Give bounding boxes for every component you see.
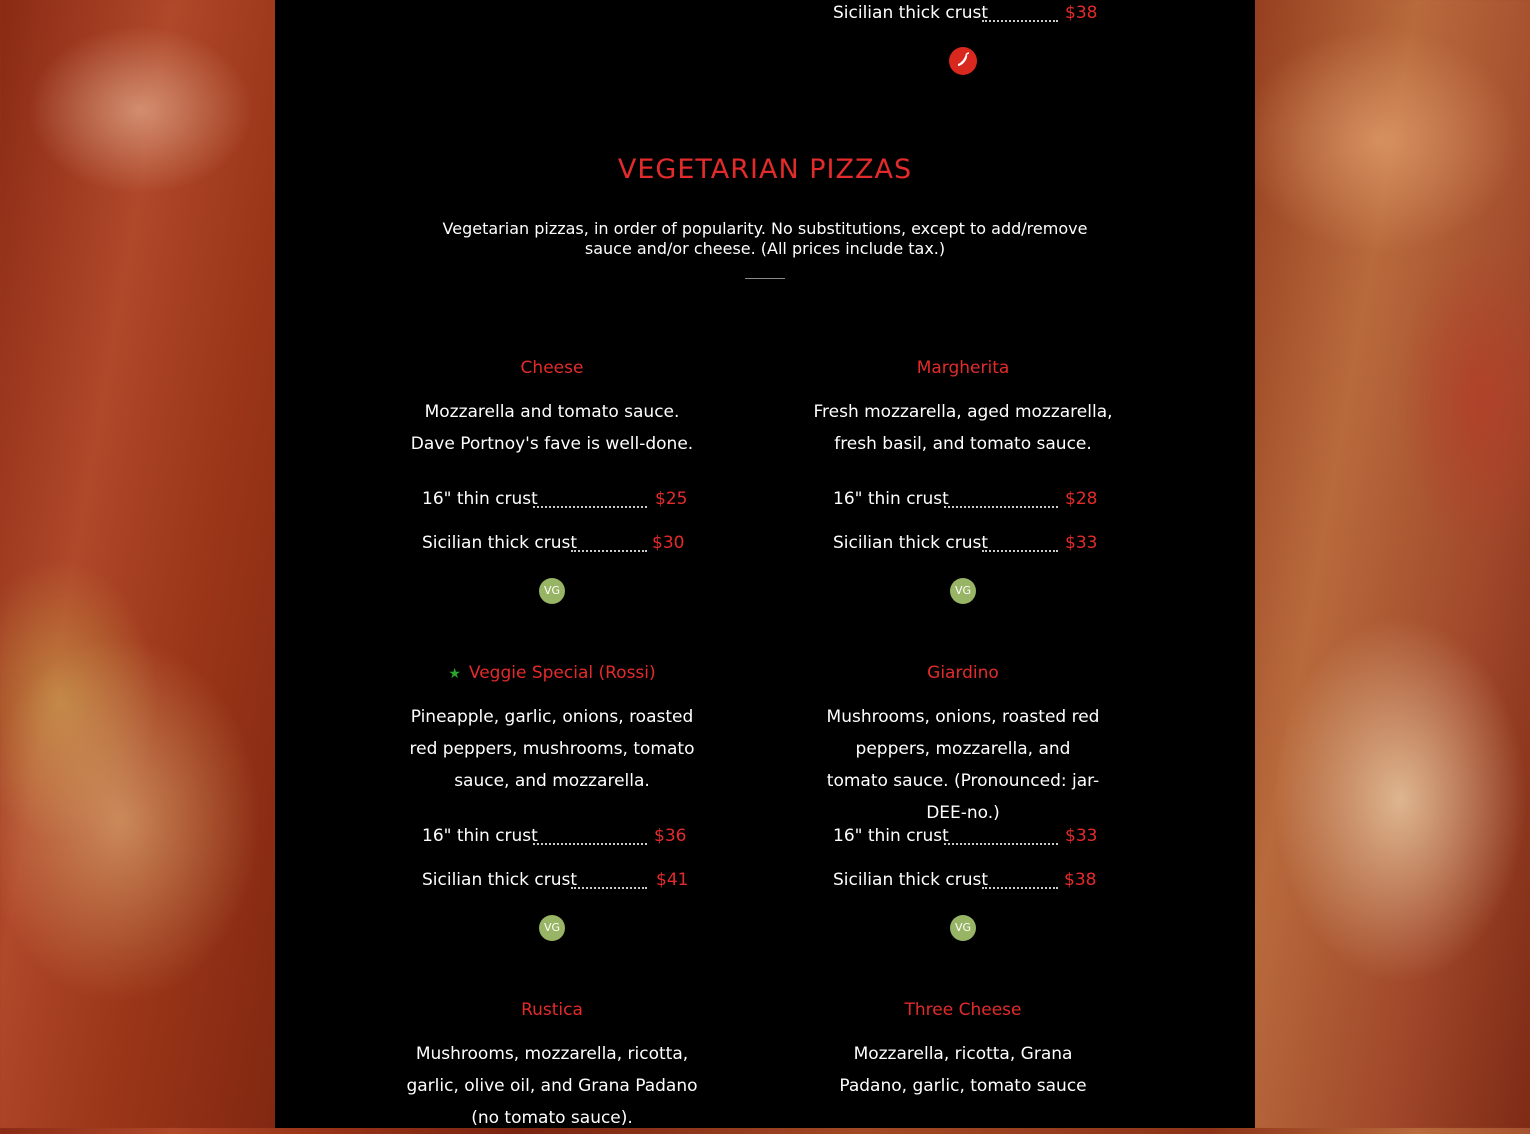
- size-label: 16" thin crust: [422, 489, 538, 509]
- item-title: Rustica: [521, 1000, 583, 1020]
- price: $41: [656, 870, 689, 890]
- size-label: Sicilian thick crust: [833, 870, 989, 890]
- price-leader: [982, 550, 1058, 552]
- price-leader: [533, 506, 647, 508]
- size-label: Sicilian thick crust: [833, 533, 989, 553]
- chili-icon: [949, 47, 977, 75]
- size-label: Sicilian thick crust: [422, 533, 578, 553]
- item-title: Margherita: [916, 358, 1010, 378]
- price: $36: [654, 826, 687, 846]
- price: $28: [1065, 489, 1098, 509]
- section-divider: [745, 278, 785, 279]
- item-description: Mushrooms, mozzarella, ricotta, garlic, olive oil, and Grana Padano (no tomato sauce).: [406, 1044, 698, 1128]
- price-leader: [982, 20, 1058, 22]
- vegetarian-badge: VG: [950, 915, 976, 941]
- item-description: Fresh mozzarella, aged mozzarella, fresh basil, and tomato sauce.: [813, 402, 1113, 454]
- size-label: Sicilian thick crust: [422, 870, 578, 890]
- menu-panel: [275, 0, 1255, 1128]
- price-leader: [944, 843, 1058, 845]
- price: $38: [1065, 3, 1098, 23]
- price-leader: [982, 887, 1058, 889]
- vegetarian-badge: VG: [539, 915, 565, 941]
- price: $38: [1064, 870, 1097, 890]
- item-description: Pineapple, garlic, onions, roasted red peppers, mushrooms, tomato sauce, and mozzarella.: [409, 707, 695, 791]
- chili-icon-glyph: [949, 47, 977, 75]
- price: $25: [655, 489, 688, 509]
- item-title: Veggie Special (Rossi): [468, 663, 656, 683]
- size-label: 16" thin crust: [833, 826, 949, 846]
- item-description: Mozzarella and tomato sauce. Dave Portnoy's fave is well-done.: [410, 402, 694, 454]
- section-description: Vegetarian pizzas, in order of popularity. No substitutions, except to add/remove sauce and/or cheese. (All prices include tax.): [442, 219, 1088, 258]
- item-title: Cheese: [520, 358, 584, 378]
- price-leader: [571, 550, 647, 552]
- price: $33: [1065, 826, 1098, 846]
- item-title: Giardino: [927, 663, 999, 683]
- item-description: Mushrooms, onions, roasted red peppers, mozzarella, and tomato sauce. (Pronounced: jar-DEE-no.): [826, 707, 1100, 823]
- price-leader: [944, 506, 1058, 508]
- price: $30: [652, 533, 685, 553]
- size-label: Sicilian thick crust: [833, 3, 989, 23]
- price-leader: [533, 843, 647, 845]
- price-leader: [571, 887, 647, 889]
- size-label: 16" thin crust: [422, 826, 538, 846]
- item-title-row: [377, 663, 727, 683]
- section-title: VEGETARIAN PIZZAS: [617, 154, 913, 185]
- vegetarian-badge: VG: [950, 578, 976, 604]
- size-label: 16" thin crust: [833, 489, 949, 509]
- star-icon: ★: [448, 666, 461, 682]
- price: $33: [1065, 533, 1098, 553]
- vegetarian-badge: VG: [539, 578, 565, 604]
- item-description: Mozzarella, ricotta, Grana Padano, garlic, tomato sauce: [839, 1044, 1087, 1096]
- item-title: Three Cheese: [904, 1000, 1022, 1020]
